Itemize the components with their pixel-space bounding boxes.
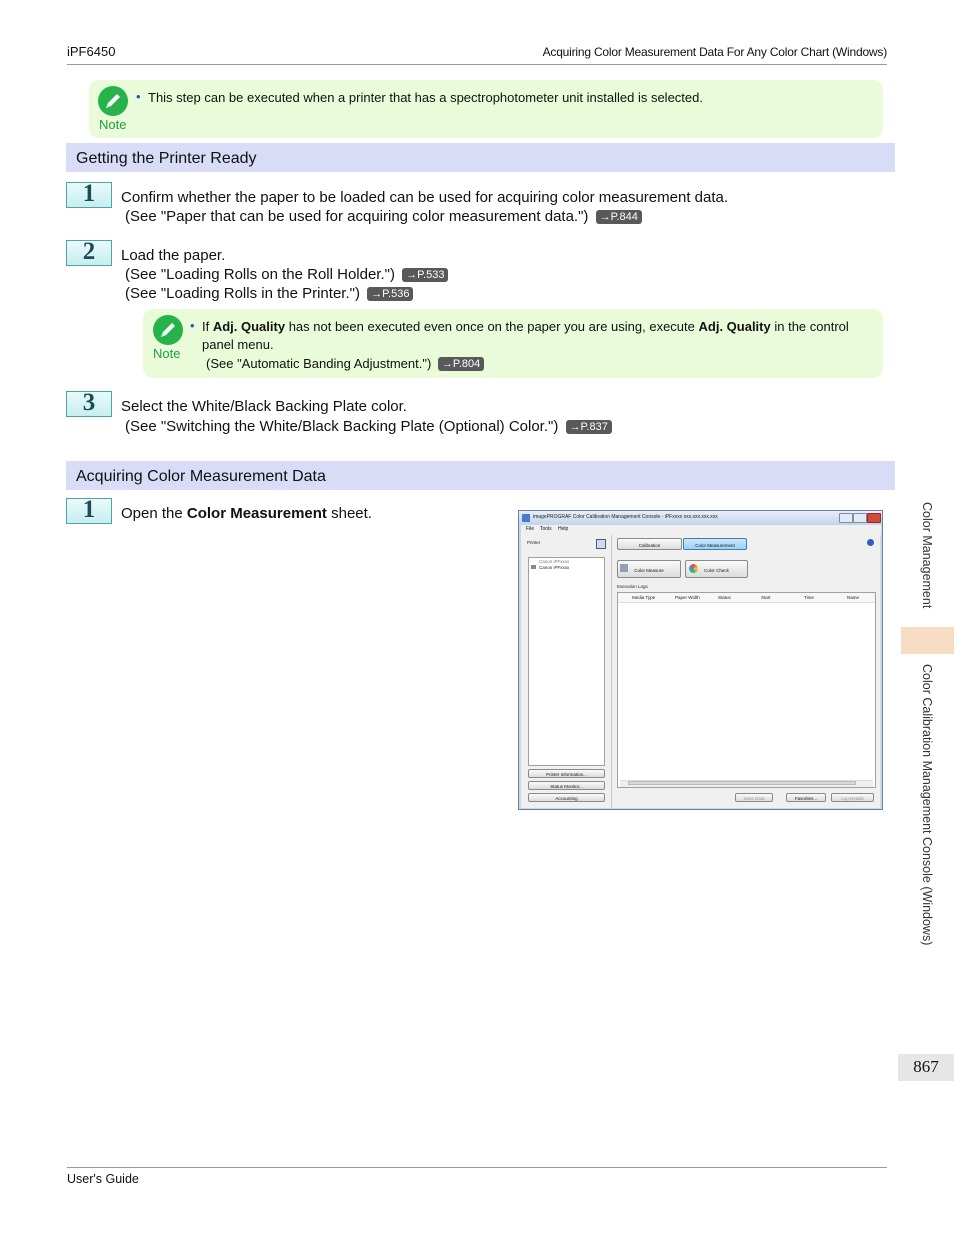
color-measure-button[interactable]: Color Measure — [617, 560, 681, 578]
printer-icon — [531, 565, 536, 569]
splitter[interactable] — [611, 535, 612, 808]
step-reference: (See "Loading Rolls on the Roll Holder.") →P.533 — [125, 266, 448, 283]
scrollbar-thumb[interactable] — [628, 781, 856, 785]
bullet-icon: • — [136, 89, 141, 104]
page-number-tab — [898, 1054, 954, 1081]
step-number-badge: 3 — [66, 391, 112, 417]
sidebar-tab-marker — [901, 627, 954, 654]
section-heading — [66, 461, 895, 490]
minimize-button[interactable] — [839, 513, 853, 523]
menu-file[interactable]: File — [526, 526, 535, 532]
tab-color-measurement[interactable]: Color Measurement — [683, 538, 747, 550]
printer-information-button[interactable]: Printer Information... — [528, 769, 605, 778]
page-reference-link[interactable]: →P.804 — [438, 357, 484, 371]
printer-item[interactable]: Canon iPFxxxx — [539, 565, 570, 570]
step-text: Open the Color Measurement sheet. — [121, 505, 372, 522]
menu-bar — [521, 525, 881, 535]
step-number-badge: 1 — [66, 182, 112, 208]
color-check-icon — [689, 564, 698, 573]
step-text: Load the paper. — [121, 247, 226, 264]
note-label: Note — [99, 117, 127, 132]
note-label: Note — [153, 346, 181, 361]
footer-rule — [67, 1167, 887, 1168]
section-title: Acquiring Color Measurement Data — [76, 468, 326, 485]
page-number: 867 — [913, 1057, 939, 1076]
footer-text: User's Guide — [67, 1172, 139, 1186]
page-reference-link[interactable]: →P.837 — [566, 420, 612, 434]
bullet-icon: • — [190, 318, 195, 333]
color-measure-icon — [620, 564, 628, 572]
note-text: If Adj. Quality has not been executed even once on the paper you are using, execute Adj. Quality in the control — [202, 319, 849, 334]
menu-help[interactable]: Help — [558, 526, 569, 532]
tab-calibration[interactable]: Calibration — [617, 538, 682, 550]
help-icon[interactable] — [867, 539, 874, 546]
section-heading — [66, 143, 895, 172]
printer-item[interactable]: Canon iPFxxxx — [539, 559, 570, 564]
color-check-button[interactable]: Color Check — [685, 560, 748, 578]
header-chapter-title: Acquiring Color Measurement Data For Any Color Chart (Windows) — [542, 45, 887, 59]
section-title: Getting the Printer Ready — [76, 150, 257, 167]
note-box — [143, 309, 883, 378]
column-header[interactable]: Paper Width — [675, 595, 700, 600]
close-button[interactable] — [867, 513, 881, 523]
printer-list[interactable] — [528, 557, 605, 766]
step-number-badge: 2 — [66, 240, 112, 266]
window-client — [521, 535, 880, 808]
step-text: Select the White/Black Backing Plate color. — [121, 398, 407, 415]
column-header[interactable]: Status — [718, 595, 731, 600]
window-titlebar — [519, 511, 882, 525]
header-model: iPF6450 — [67, 44, 116, 59]
log-details-button[interactable]: Log Details — [831, 793, 874, 802]
execution-logs-table[interactable] — [617, 592, 876, 788]
column-header[interactable]: Name — [847, 595, 860, 600]
page-reference-link[interactable]: →P.533 — [402, 268, 448, 282]
step-number-badge: 1 — [66, 498, 112, 524]
refresh-icon[interactable] — [596, 539, 606, 549]
table-header — [618, 593, 875, 603]
page-reference-link[interactable]: →P.844 — [596, 210, 642, 224]
menu-tools[interactable]: Tools — [540, 526, 552, 532]
accounting-button[interactable]: Accounting — [528, 793, 605, 802]
app-icon — [522, 514, 530, 522]
printer-label: Printer — [527, 540, 541, 545]
column-header[interactable]: Start — [761, 595, 771, 600]
step-text: Confirm whether the paper to be loaded can be used for acquiring color measurement data. — [121, 189, 729, 206]
header-rule — [67, 64, 887, 65]
step-reference: (See "Switching the White/Black Backing Plate (Optional) Color.") →P.837 — [125, 418, 612, 435]
note-box — [89, 80, 883, 138]
note-pencil-icon — [98, 86, 128, 116]
step-reference: (See "Paper that can be used for acquiring color measurement data.") →P.844 — [125, 208, 642, 225]
window-title: imagePROGRAF Color Calibration Management Console - iPFxxxx xxx.xxx.xxx.xxx — [533, 514, 718, 520]
sidebar-subchapter: Color Calibration Management Console (Windows) — [920, 664, 934, 946]
column-header[interactable]: Time — [804, 595, 814, 600]
note-text-continued: panel menu. — [202, 337, 274, 352]
favorites-button[interactable]: Favorites... — [786, 793, 826, 802]
execution-logs-label: Execution Logs — [617, 584, 648, 589]
column-header[interactable]: Media Type — [632, 595, 656, 600]
note-text: This step can be executed when a printer that has a spectrophotometer unit installed is selected. — [148, 90, 703, 105]
page-reference-link[interactable]: →P.536 — [367, 287, 413, 301]
note-reference: (See "Automatic Banding Adjustment.") →P.804 — [206, 356, 484, 371]
note-pencil-icon — [153, 315, 183, 345]
status-monitor-button[interactable]: Status Monitor... — [528, 781, 605, 790]
app-screenshot — [518, 510, 883, 810]
sidebar-chapter: Color Management — [920, 502, 934, 609]
maximize-button[interactable] — [853, 513, 867, 523]
step-reference: (See "Loading Rolls in the Printer.") →P.536 — [125, 285, 413, 302]
save-data-button[interactable]: Save Data — [735, 793, 773, 802]
